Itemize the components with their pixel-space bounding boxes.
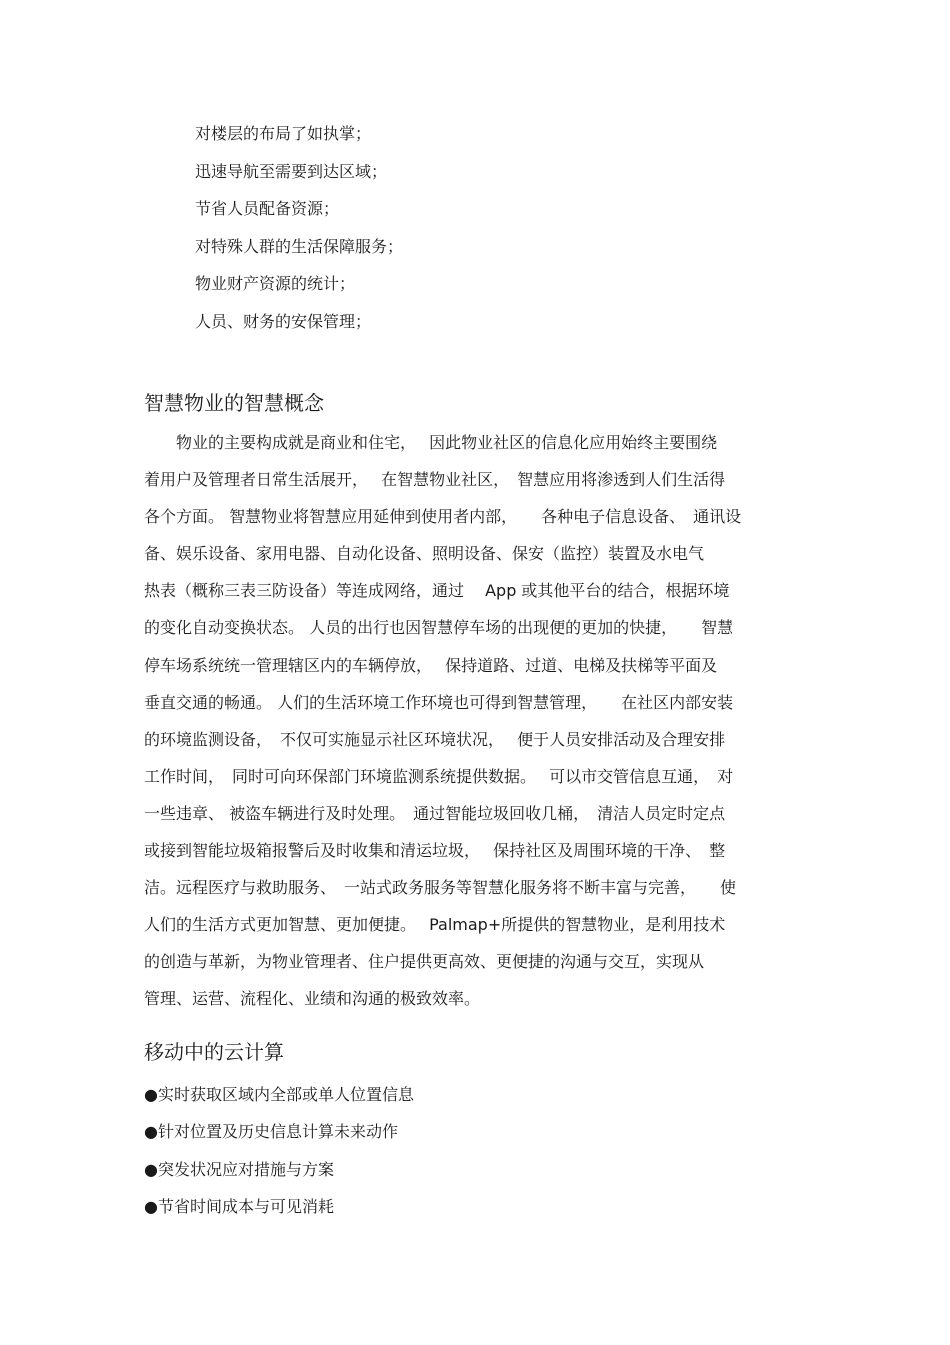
paragraph-line: 停车场系统统一管理辖区内的车辆停放， 保持道路、过道、电梯及扶梯等平面及 [144,655,718,675]
paragraph-line: 管理、运营、流程化、业绩和沟通的极致效率。 [144,989,481,1009]
bullet-icon: ● [144,1122,158,1142]
paragraph-line: 各个方面。 智慧物业将智慧应用延伸到使用者内部， 各种电子信息设备、 通讯设 [144,507,742,527]
paragraph-line: 工作时间， 同时可向环保部门环境监测系统提供数据。 可以市交管信息互通， 对 [144,766,734,786]
bullet-icon: ● [144,1159,158,1179]
bullet-item [144,1122,414,1159]
paragraph-line: 的环境监测设备， 不仅可实施显示社区环境状况， 便于人员安排活动及合理安排 [144,729,726,749]
paragraph-line: 备、娱乐设备、家用电器、自动化设备、照明设备、保安（监控）装置及水电气 [144,544,705,564]
bullet-icon: ● [144,1196,158,1216]
bullet-text: 实时获取区域内全部或单人位置信息 [157,1085,414,1104]
intro-list [195,124,403,350]
intro-item: 对楼层的布局了如执掌； [195,124,372,143]
bullet-list [144,1085,414,1234]
paragraph-line: 一些违章、 被盗车辆进行及时处理。 通过智能垃圾回收几桶， 清洁人员定时定点 [144,803,726,823]
bullet-item [144,1085,414,1122]
bullet-text: 突发状况应对措施与方案 [157,1159,334,1179]
bullet-icon: ● [144,1085,158,1104]
section-heading-smart-concept: 智慧物业的智慧概念 [144,391,324,415]
intro-item: 人员、财务的安保管理； [195,311,372,331]
intro-item: 节省人员配备资源； [195,199,340,219]
bullet-text: 节省时间成本与可见消耗 [157,1196,334,1216]
bullet-item [144,1160,414,1197]
paragraph-line: 洁。远程医疗与救助服务、 一站式政务服务等智慧化服务将不断丰富与完善， 使 [144,878,737,898]
intro-item: 物业财产资源的统计； [195,274,356,294]
section-body-paragraph [144,433,809,1027]
bullet-text: 针对位置及历史信息计算未来动作 [157,1122,398,1142]
bullet-item [144,1197,414,1234]
paragraph-line: 或接到智能垃圾箱报警后及时收集和清运垃圾， 保持社区及周围环境的干净、 整 [144,841,726,861]
paragraph-line: 的创造与革新，为物业管理者、住户提供更高效、更便捷的沟通与交互，实现从 [144,952,705,972]
paragraph-line: 物业的主要构成就是商业和住宅， 因此物业社区的信息化应用始终主要围绕 [144,433,718,452]
paragraph-line: 人们的生活方式更加智慧、更加便捷。 Palmap+所提供的智慧物业，是利用技术 [144,915,726,935]
paragraph-line: 热表（概称三表三防设备）等连成网络，通过 App 或其他平台的结合，根据环境 [144,581,730,601]
paragraph-line: 着用户及管理者日常生活展开， 在智慧物业社区， 智慧应用将渗透到人们生活得 [144,470,726,490]
paragraph-line: 的变化自动变换状态。 人员的出行也因智慧停车场的出现便的更加的快捷， 智慧 [144,618,734,638]
intro-item: 迅速导航至需要到达区域； [195,161,388,181]
section-heading-mobile-cloud: 移动中的云计算 [144,1040,284,1064]
intro-item: 对特殊人群的生活保障服务； [195,236,404,256]
paragraph-line: 垂直交通的畅通。 人们的生活环境工作环境也可得到智慧管理， 在社区内部安装 [144,692,734,712]
